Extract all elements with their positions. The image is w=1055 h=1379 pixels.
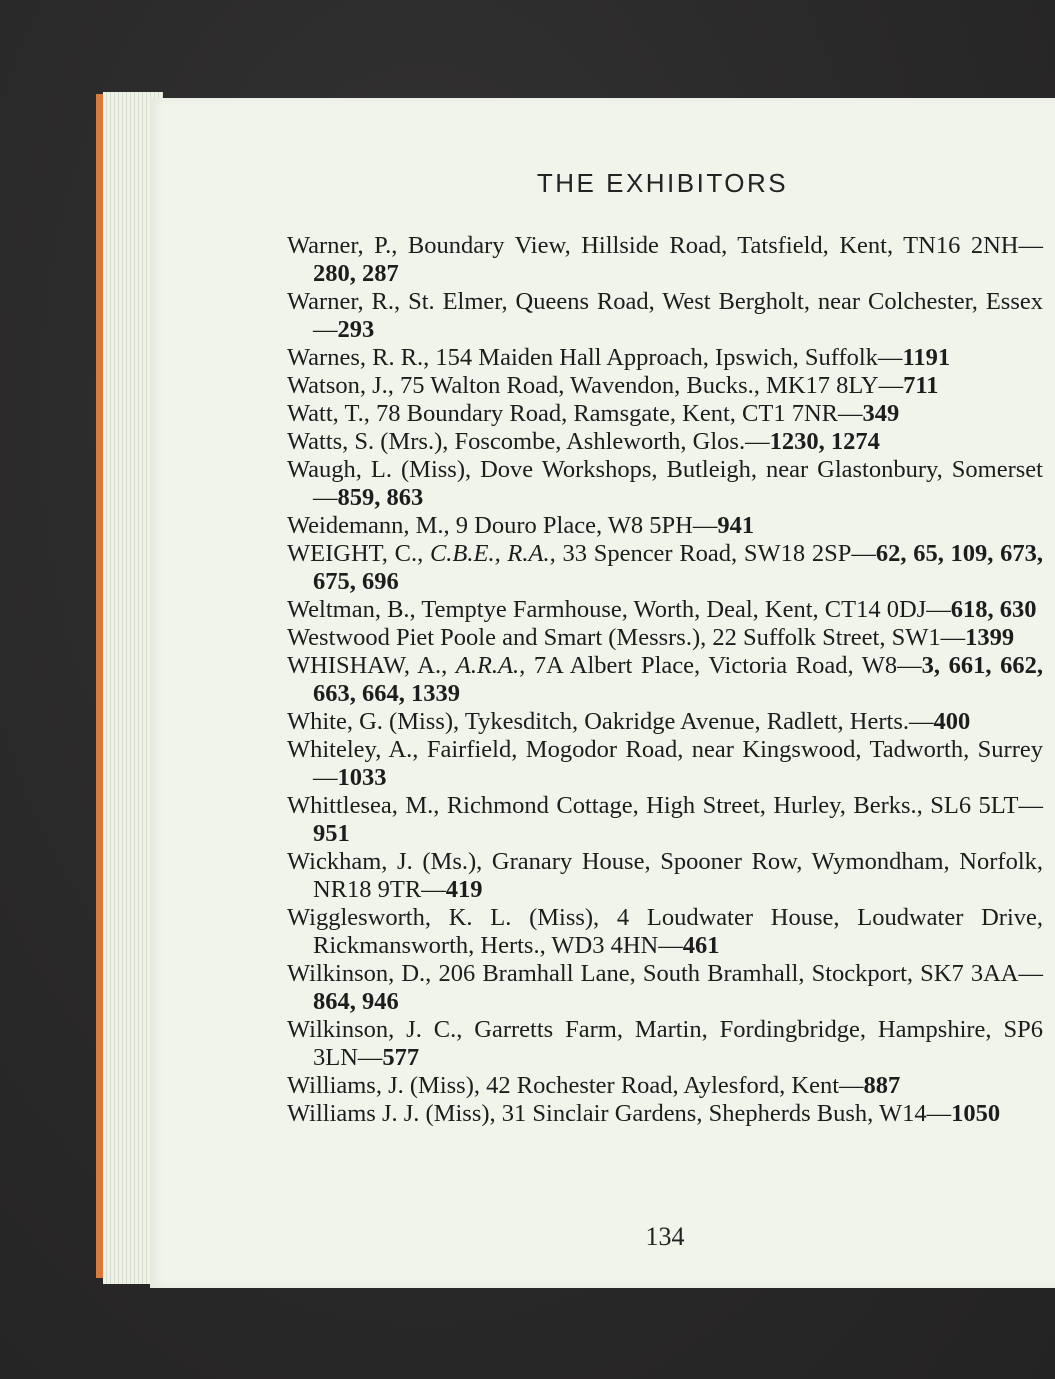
exhibitor-entry: Warner, R., St. Elmer, Queens Road, West Bergholt, near Colchester, Essex—293: [287, 288, 1043, 343]
exhibitor-entry: Wickham, J. (Ms.), Granary House, Spooner Row, Wymondham, Norfolk, NR18 9TR—419: [287, 848, 1043, 903]
exhibitor-entry: White, G. (Miss), Tykesditch, Oakridge Avenue, Radlett, Herts.—400: [287, 708, 971, 735]
exhibitor-entry: WEIGHT, C., C.B.E., R.A., 33 Spencer Road, SW18 2SP—62, 65, 109, 673, 675, 696: [287, 540, 1043, 595]
exhibitor-entry: Wigglesworth, K. L. (Miss), 4 Loudwater House, Loudwater Drive, Rickmansworth, Herts., WD3 4HN—461: [287, 904, 1043, 959]
exhibitor-entry: Watson, J., 75 Walton Road, Wavendon, Bucks., MK17 8LY—711: [287, 372, 939, 399]
exhibitor-entry: Warnes, R. R., 154 Maiden Hall Approach, Ipswich, Suffolk—1191: [287, 344, 951, 371]
exhibitor-entry: Warner, P., Boundary View, Hillside Road, Tatsfield, Kent, TN16 2NH—280, 287: [287, 232, 1043, 287]
exhibitor-entry: WHISHAW, A., A.R.A., 7A Albert Place, Victoria Road, W8—3, 661, 662, 663, 664, 1339: [287, 652, 1044, 707]
exhibitor-entry: Williams, J. (Miss), 42 Rochester Road, Aylesford, Kent—887: [287, 1072, 901, 1099]
page-number: 134: [645, 1222, 685, 1251]
exhibitor-entry: Williams J. J. (Miss), 31 Sinclair Gardens, Shepherds Bush, W14—1050: [287, 1100, 1001, 1127]
exhibitor-entry: Whiteley, A., Fairfield, Mogodor Road, near Kingswood, Tadworth, Surrey—1033: [287, 736, 1043, 791]
exhibitor-entry: Weidemann, M., 9 Douro Place, W8 5PH—941: [287, 512, 755, 539]
exhibitor-list: [287, 232, 1043, 1128]
exhibitor-entry: Wilkinson, D., 206 Bramhall Lane, South Bramhall, Stockport, SK7 3AA—864, 946: [287, 960, 1043, 1015]
exhibitor-entry: Watt, T., 78 Boundary Road, Ramsgate, Kent, CT1 7NR—349: [287, 400, 900, 427]
exhibitor-entry: Whittlesea, M., Richmond Cottage, High Street, Hurley, Berks., SL6 5LT—951: [287, 792, 1043, 847]
exhibitor-entry: Westwood Piet Poole and Smart (Messrs.), 22 Suffolk Street, SW1—1399: [287, 624, 1015, 651]
exhibitor-entry: Weltman, B., Temptye Farmhouse, Worth, Deal, Kent, CT14 0DJ—618, 630: [287, 596, 1037, 623]
exhibitor-entry: Watts, S. (Mrs.), Foscombe, Ashleworth, Glos.—1230, 1274: [287, 428, 880, 455]
page-title: THE EXHIBITORS: [536, 168, 789, 198]
exhibitor-entry: Waugh, L. (Miss), Dove Workshops, Butleigh, near Glastonbury, Somerset—859, 863: [287, 456, 1043, 511]
exhibitor-entry: Wilkinson, J. C., Garretts Farm, Martin, Fordingbridge, Hampshire, SP6 3LN—577: [287, 1016, 1043, 1071]
